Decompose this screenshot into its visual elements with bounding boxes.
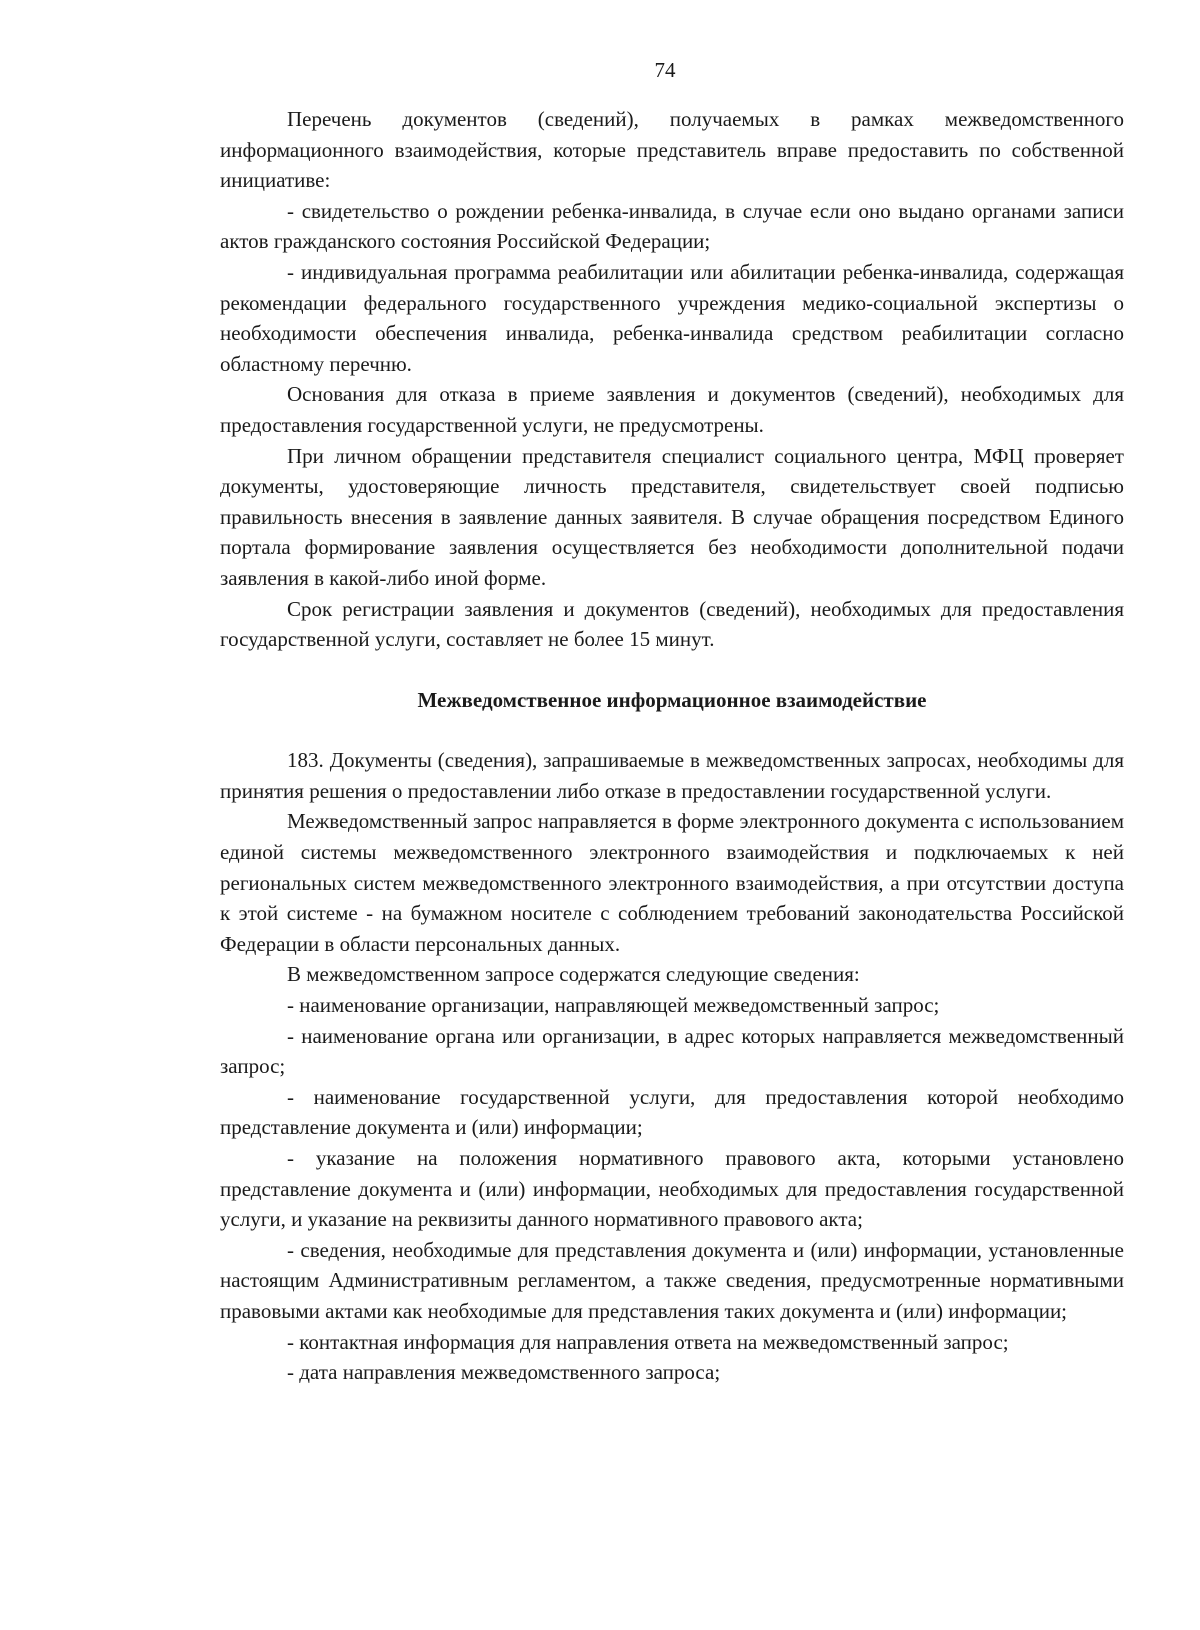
paragraph: При личном обращении представителя специалист социального центра, МФЦ проверяет документы, удостоверяющие личность представителя, свидетельствует своей подписью правильность внесения в заявление данных заявителя. В случае обращения посредством Единого портала формирование заявления осуществляется без необходимости дополнительной подачи заявления в какой-либо иной форме. [220,443,1124,590]
paragraph: Межведомственный запрос направляется в форме электронного документа с использованием единой системы межведомственного электронного взаимодействия и подключаемых к ней региональных систем межведомственного электронного взаимодействия, а при отсутствии доступа к этой системе - на бумажном носителе с соблюдением требований законодательства Российской Федерации в области персональных данных. [220,809,1124,956]
list-item: - наименование организации, направляющей межведомственный запрос; [287,993,940,1018]
paragraph: Перечень документов (сведений), получаемых в рамках межведомственного информационного взаимодействия, которые представитель вправе предоставить по собственной инициативе: [220,107,1124,193]
paragraph: Основания для отказа в приеме заявления и документов (сведений), необходимых для предоставления государственной услуги, не предусмотрены. [220,382,1124,437]
paragraph: - свидетельство о рождении ребенка-инвалида, в случае если оно выдано органами записи актов гражданского состояния Российской Федерации; [220,198,1124,254]
paragraph: Срок регистрации заявления и документов (сведений), необходимых для предоставления государственной услуги, составляет не более 15 минут. [220,596,1124,652]
page-number: 74 [654,58,676,82]
list-item: - наименование органа или организации, в адрес которых направляется межведомственный запрос; [220,1023,1124,1079]
document-body [220,104,1124,1388]
list-item: - наименование государственной услуги, для предоставления которой необходимо представление документа и (или) информации; [220,1084,1124,1140]
section-heading: Межведомственное информационное взаимодействие [417,687,927,712]
list-item: - указание на положения нормативного правового акта, которыми установлено представление документа и (или) информации, необходимых для предоставления государственной услуги, и указание на реквизиты данного нормативного правового акта; [220,1146,1124,1232]
list-item: - дата направления межведомственного запроса; [287,1360,721,1385]
list-item: - сведения, необходимые для представления документа и (или) информации, установленные настоящим Административным регламентом, а также сведения, предусмотренные нормативными правовыми актами как необходимые для представления таких документа и (или) информации; [220,1237,1124,1323]
list-item: - контактная информация для направления ответа на межведомственный запрос; [287,1329,1009,1354]
paragraph: 183. Документы (сведения), запрашиваемые в межведомственных запросах, необходимы для принятия решения о предоставлении либо отказе в предоставлении государственной услуги. [220,748,1124,803]
paragraph: В межведомственном запросе содержатся следующие сведения: [287,962,860,987]
paragraph: - индивидуальная программа реабилитации или абилитации ребенка-инвалида, содержащая рекомендации федерального государственного учреждения медико-социальной экспертизы о необходимости обеспечения инвалида, ребенка-инвалида средством реабилитации согласно областному перечню. [220,259,1124,376]
